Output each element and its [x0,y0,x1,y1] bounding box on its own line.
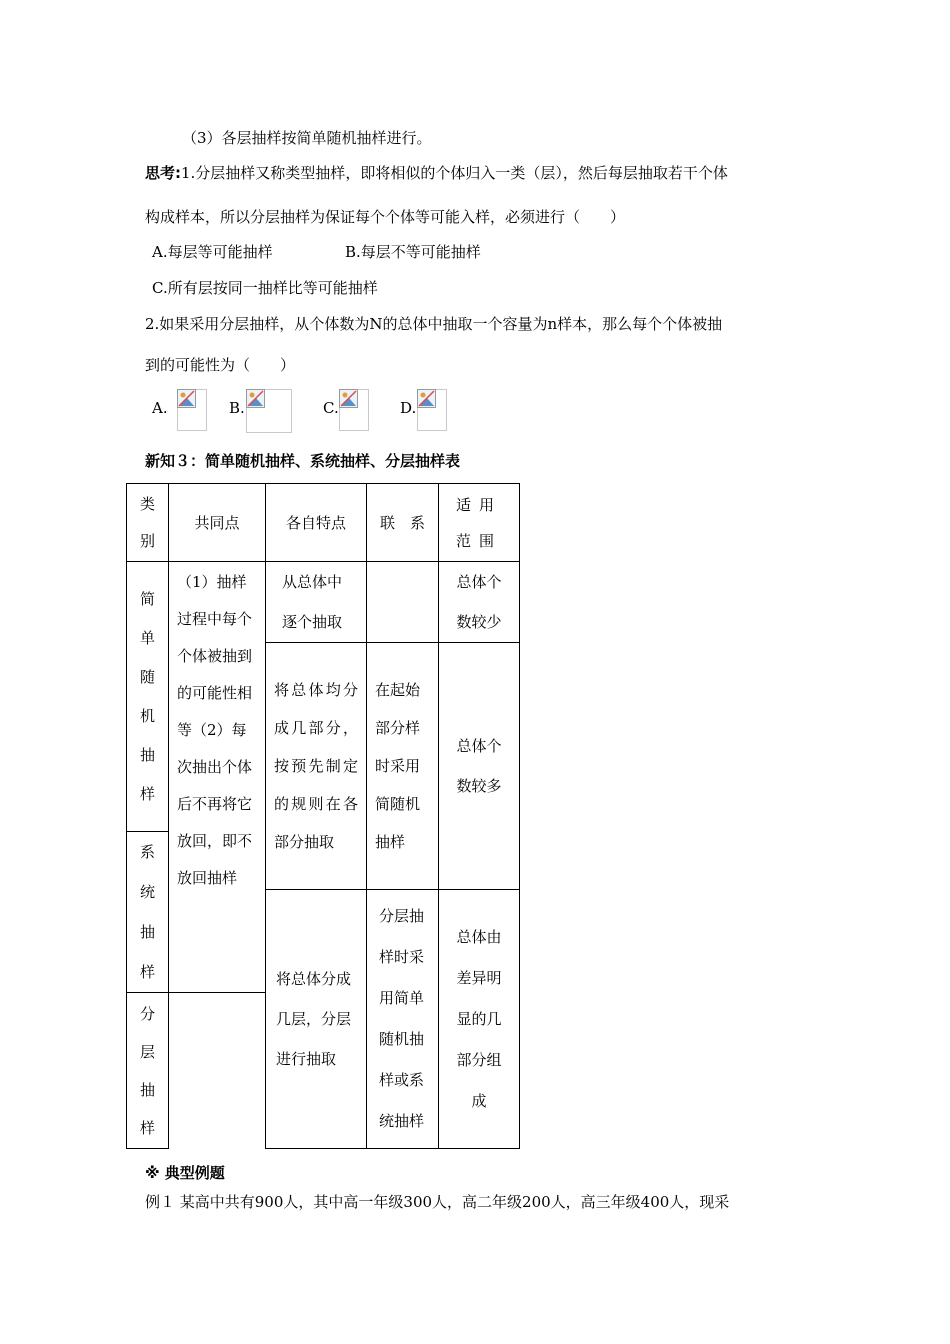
option-a: A.每层等可能抽样 [152,243,273,261]
systematic-scope: 总体个数较多 [439,643,520,890]
broken-image-icon [246,389,265,408]
row-stratified-name: 分层抽样 [127,993,169,1149]
broken-image-icon [417,389,436,408]
think-question-1 [145,162,728,183]
simple-scope: 总体个数较少 [439,562,520,643]
new-knowledge-heading: 新知３：简单随机抽样、系统抽样、分层抽样表 [145,452,461,470]
header-features: 各自特点 [266,484,367,562]
choice-c-label: C. [323,399,339,417]
choice-a-label: A. [152,399,168,417]
stratified-relation: 分层抽样时采用简单随机抽样或系统抽样 [367,890,439,1149]
broken-image-icon [177,389,196,408]
row-systematic-name: 系统抽样 [127,832,169,993]
stratified-scope: 总体由差异明显的几部分组成 [439,890,520,1149]
simple-relation [367,562,439,643]
header-common: 共同点 [169,484,266,562]
common-points-cell: （1）抽样过程中每个个体被抽到的可能性相等（2）每次抽出个体后不再将它放回，即不放回抽样 [169,562,266,993]
systematic-relation: 在起始部分样时采用简随机抽样 [367,643,439,890]
sampling-comparison-table [126,483,520,1149]
question-2-line1: 2.如果采用分层抽样，从个体数为N的总体中抽取一个容量为n样本，那么每个个体被抽 [145,315,723,333]
question-2-line2: 到的可能性为（ ） [145,356,296,374]
option-b: B.每层不等可能抽样 [345,243,481,261]
header-relation: 联 系 [367,484,439,562]
option-c: C.所有层按同一抽样比等可能抽样 [152,279,378,297]
item-3-text: （3）各层抽样按简单随机抽样进行。 [182,129,432,147]
stratified-feature: 将总体分成几层，分层进行抽取 [266,890,367,1149]
typical-examples-heading: ※ 典型例题 [145,1164,225,1182]
header-category: 类别 [127,484,169,562]
think-q1-line2: 构成样本，所以分层抽样为保证每个个体等可能入样，必须进行（ ） [145,208,626,226]
choice-b-label: B. [229,399,245,417]
broken-image-icon [339,389,358,408]
row-simple-random-name: 简单随机抽样 [127,562,169,832]
think-label: 思考: [145,164,181,182]
simple-feature: 从总体中逐个抽取 [266,562,367,643]
think-q1-line1: 1.分层抽样又称类型抽样，即将相似的个体归入一类（层），然后每层抽取若干个体 [181,164,728,182]
systematic-feature: 将总体均分成几部分，按预先制定的规则在各部分抽取 [266,643,367,890]
header-scope: 适用范围 [439,484,520,562]
choice-d-label: D. [400,399,417,417]
example-1-text: 例１ 某高中共有900人，其中高一年级300人，高二年级200人，高三年级400人，现采 [145,1193,730,1211]
